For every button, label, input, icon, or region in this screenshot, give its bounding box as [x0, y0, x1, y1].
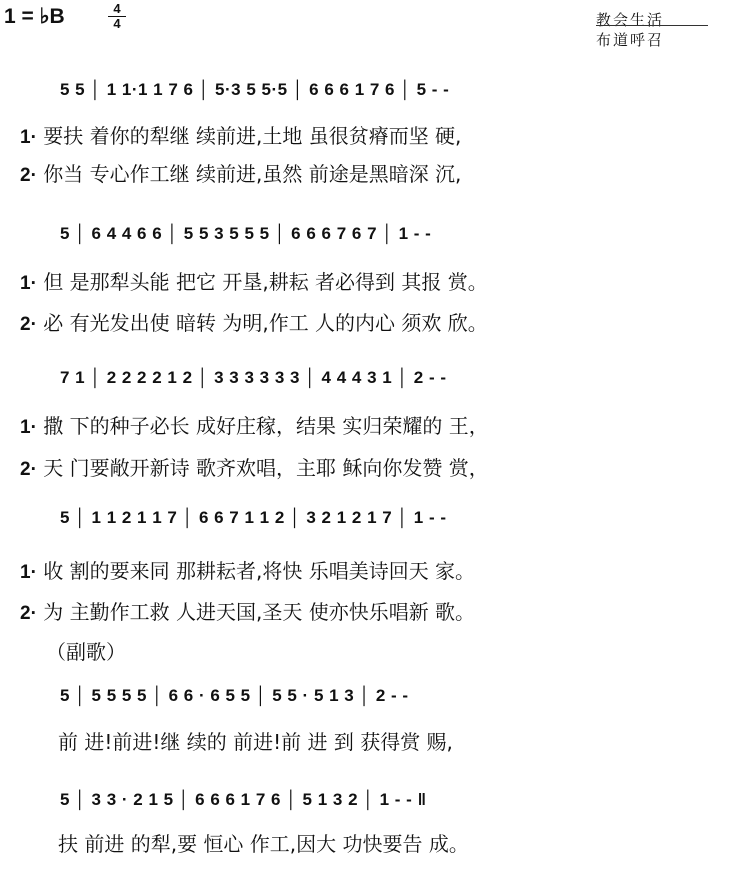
chorus-notation-line: 5 │ 3 3 · 2 1 5 │ 6 6 6 1 7 6 │ 5 1 3 2 │ 1 - - ‖ [60, 790, 427, 809]
meter-top: 4 [113, 1, 121, 16]
chorus-notation-line: 5 │ 5 5 5 5 │ 6 6 · 6 5 5 │ 5 5 · 5 1 3 │ 2 - - [60, 686, 409, 705]
lyric-text: 要扶 着你的犁继 续前进,土地 虽很贫瘠而坚 硬, [43, 124, 462, 148]
verse-number: 2· [20, 459, 37, 480]
lyric-line [20, 596, 475, 625]
key-signature [4, 4, 65, 29]
lyric-line [20, 307, 488, 336]
lyric-text: 撒 下的种子必长 成好庄稼，结果 实归荣耀的 王， [43, 414, 489, 438]
verse-number: 2· [20, 603, 37, 624]
verse-number: 1· [20, 417, 37, 438]
category-divider [596, 25, 708, 26]
verse-number: 1· [20, 127, 37, 148]
lyric-line [20, 120, 461, 149]
lyric-text: 但 是那犁头能 把它 开垦,耕耘 者必得到 其报 赏。 [43, 270, 488, 294]
lyric-text: 天 门要敞开新诗 歌齐欢唱，主耶 稣向你发赞 赏， [43, 456, 489, 480]
chorus-lyric-line: 扶 前进 的犁,要 恒心 作工,因大 功快要告 成。 [58, 832, 469, 856]
verse-number: 1· [20, 273, 37, 294]
notation-line: 7 1 │ 2 2 2 2 1 2 │ 3 3 3 3 3 3 │ 4 4 4 3 1 │ 2 - - [60, 368, 447, 387]
lyric-line [20, 410, 489, 439]
category-line-1: 教会生活 [596, 11, 665, 29]
verse-number: 1· [20, 562, 37, 583]
lyric-text: 收 割的要来同 那耕耘者,将快 乐唱美诗回天 家。 [43, 559, 476, 583]
chorus-lyric-line: 前 进!前进!继 续的 前进!前 进 到 获得赏 赐, [58, 730, 453, 754]
key-text: 1 = ♭B [4, 5, 65, 28]
category-line-2: 布道呼召 [596, 31, 665, 49]
notation-line: 5 5 │ 1 1·1 1 7 6 │ 5·3 5 5·5 │ 6 6 6 1 7 6 │ 5 - - [60, 80, 450, 99]
lyric-line [20, 158, 461, 187]
verse-number: 2· [20, 165, 37, 186]
lyric-line [20, 266, 488, 295]
lyric-line [20, 555, 475, 584]
lyric-text: 为 主勤作工救 人进天国,圣天 使亦快乐唱新 歌。 [43, 600, 476, 624]
verse-number: 2· [20, 314, 37, 335]
notation-line: 5 │ 1 1 2 1 1 7 │ 6 6 7 1 1 2 │ 3 2 1 2 1 7 │ 1 - - [60, 508, 447, 527]
notation-line: 5 │ 6 4 4 6 6 │ 5 5 3 5 5 5 │ 6 6 6 7 6 7 │ 1 - - [60, 224, 432, 243]
time-signature [108, 2, 126, 31]
chorus-label: （副歌） [46, 640, 126, 664]
lyric-text: 你当 专心作工继 续前进,虽然 前途是黑暗深 沉, [43, 162, 462, 186]
lyric-text: 必 有光发出使 暗转 为明,作工 人的内心 须欢 欣。 [43, 311, 488, 335]
lyric-line [20, 452, 489, 481]
meter-bottom: 4 [108, 16, 126, 31]
